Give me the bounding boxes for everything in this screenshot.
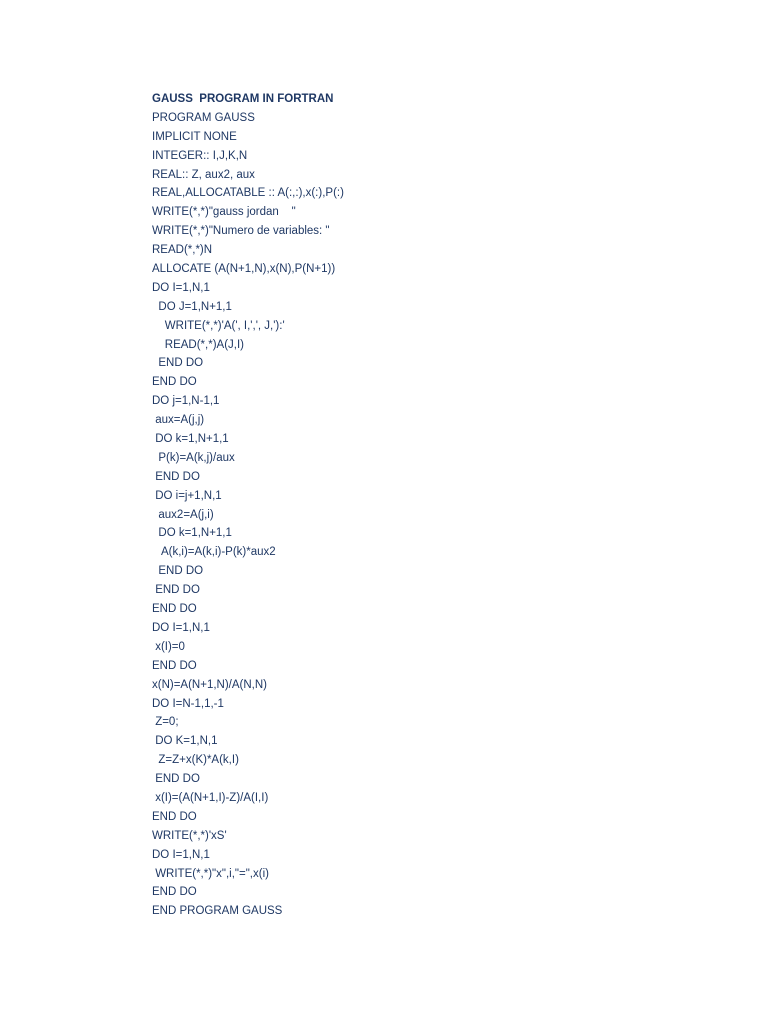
code-line: REAL,ALLOCATABLE :: A(:,:),x(:),P(:) bbox=[152, 187, 344, 200]
code-line: A(k,i)=A(k,i)-P(k)*aux2 bbox=[152, 546, 276, 559]
code-line: WRITE(*,*)"gauss jordan " bbox=[152, 206, 296, 219]
code-line: x(I)=0 bbox=[152, 640, 185, 653]
fortran-code-block bbox=[152, 90, 344, 921]
code-line: END DO bbox=[152, 584, 200, 597]
code-line: DO K=1,N,1 bbox=[152, 735, 218, 748]
code-line: x(I)=(A(N+1,I)-Z)/A(I,I) bbox=[152, 791, 269, 804]
code-line: P(k)=A(k,j)/aux bbox=[152, 451, 235, 464]
code-line: END DO bbox=[152, 810, 197, 823]
code-line: END DO bbox=[152, 376, 197, 389]
code-line: WRITE(*,*)'A(', I,',', J,'):' bbox=[152, 319, 285, 332]
code-line: DO I=N-1,1,-1 bbox=[152, 697, 224, 710]
code-lines bbox=[152, 109, 344, 921]
code-line: DO k=1,N+1,1 bbox=[152, 433, 229, 446]
code-line: END PROGRAM GAUSS bbox=[152, 905, 283, 918]
code-line: PROGRAM GAUSS bbox=[152, 111, 255, 124]
code-line: Z=0; bbox=[152, 716, 179, 729]
code-line: DO j=1,N-1,1 bbox=[152, 395, 220, 408]
code-line: END DO bbox=[152, 565, 204, 578]
code-line: x(N)=A(N+1,N)/A(N,N) bbox=[152, 678, 268, 691]
code-line: IMPLICIT NONE bbox=[152, 130, 237, 143]
code-line: WRITE(*,*)"x",i,"=",x(i) bbox=[152, 867, 269, 880]
code-line: aux=A(j,j) bbox=[152, 414, 205, 427]
code-line: ALLOCATE (A(N+1,N),x(N),P(N+1)) bbox=[152, 263, 336, 276]
code-line: DO I=1,N,1 bbox=[152, 848, 210, 861]
code-line: END DO bbox=[152, 886, 197, 899]
document-title: GAUSS PROGRAM IN FORTRAN bbox=[152, 93, 334, 105]
code-line: END DO bbox=[152, 357, 204, 370]
code-line: DO I=1,N,1 bbox=[152, 621, 210, 634]
code-line: READ(*,*)A(J,I) bbox=[152, 338, 245, 351]
code-line: INTEGER:: I,J,K,N bbox=[152, 149, 248, 162]
code-line: WRITE(*,*)'xS' bbox=[152, 829, 227, 842]
code-line: END DO bbox=[152, 603, 197, 616]
code-line: Z=Z+x(K)*A(k,I) bbox=[152, 754, 239, 767]
code-line: END DO bbox=[152, 773, 200, 786]
code-line: DO k=1,N+1,1 bbox=[152, 527, 232, 540]
code-line: END DO bbox=[152, 470, 200, 483]
code-line: DO J=1,N+1,1 bbox=[152, 300, 232, 313]
code-line: REAL:: Z, aux2, aux bbox=[152, 168, 255, 181]
code-line: DO I=1,N,1 bbox=[152, 281, 210, 294]
code-line: WRITE(*,*)"Numero de variables: " bbox=[152, 225, 330, 238]
code-line: aux2=A(j,i) bbox=[152, 508, 214, 521]
code-line: READ(*,*)N bbox=[152, 244, 213, 257]
code-line: DO i=j+1,N,1 bbox=[152, 489, 222, 502]
code-line: END DO bbox=[152, 659, 197, 672]
